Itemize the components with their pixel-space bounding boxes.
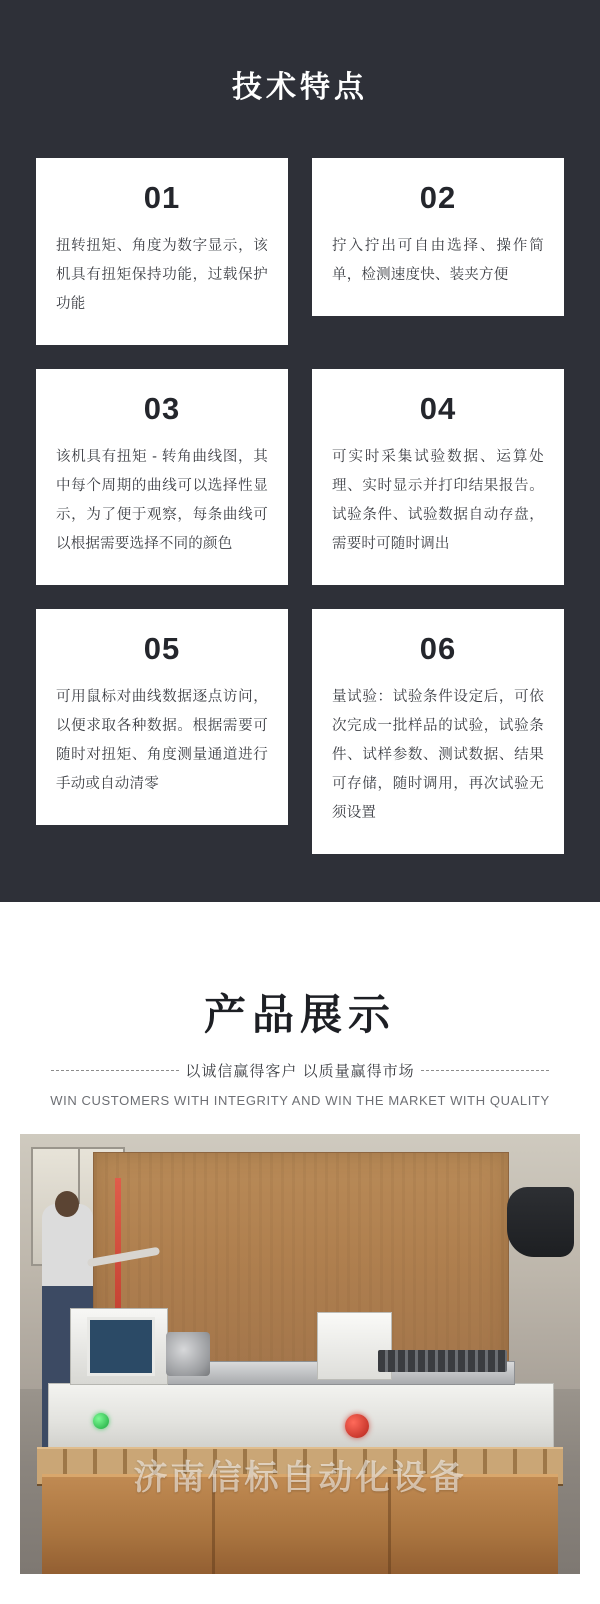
showcase-subtitle-cn: 以诚信赢得客户 以质量赢得市场 [185,1063,415,1080]
showcase-subtitle-row [0,1060,600,1081]
showcase-title: 产品展示 [203,991,396,1038]
feature-number: 04 [419,391,457,426]
divider-right [421,1070,549,1071]
feature-text: 扭转扭矩、角度为数字显示，该机具有扭矩保持功能，过载保护功能 [56,238,268,312]
features-grid [0,158,600,854]
feature-text: 量试验：试验条件设定后，可依次完成一批样品的试验，试验条件、试样参数、测试数据、结果可存储，随时调用，再次试验无须设置 [332,689,544,821]
feature-number: 05 [143,631,181,666]
feature-number: 06 [419,631,457,666]
photo-wooden-crate [42,1474,557,1574]
photo-worker-head [55,1191,79,1217]
feature-card-04 [312,369,564,585]
feature-number: 01 [143,180,181,215]
feature-card-06 [312,609,564,854]
photo-watermark: 济南信标自动化设备 [133,1459,467,1498]
feature-card-05 [36,609,288,825]
machine-chuck [166,1332,211,1376]
feature-card-03 [36,369,288,585]
feature-number: 02 [419,180,457,215]
photo-scene [20,1134,580,1574]
machine-hmi-screen [87,1317,155,1376]
divider-left [51,1070,179,1071]
showcase-subtitle-en: WIN CUSTOMERS WITH INTEGRITY AND WIN THE MARKET WITH QUALITY [50,1093,550,1108]
feature-text: 该机具有扭矩 - 转角曲线图，其中每个周期的曲线可以选择性显示，为了便于观察，每条曲线可以根据需要选择不同的颜色 [56,449,268,552]
machine-base [48,1383,554,1455]
feature-text: 拧入拧出可自由选择、操作简单，检测速度快、装夹方便 [332,238,544,283]
product-photo [20,1134,580,1574]
features-title: 技术特点 [232,71,368,104]
feature-text: 可实时采集试验数据、运算处理、实时显示并打印结果报告。试验条件、试验数据自动存盘，需要时可随时调出 [332,449,544,552]
machine-cable-chain [378,1350,507,1372]
machine-emergency-stop-button [345,1414,369,1438]
feature-number: 03 [143,391,181,426]
feature-card-01 [36,158,288,345]
feature-card-02 [312,158,564,316]
product-showcase-section [0,902,600,1604]
feature-text: 可用鼠标对曲线数据逐点访问，以便求取各种数据。根据需要可随时对扭矩、角度测量通道进行手动或自动清零 [56,689,268,792]
machine-green-button [93,1413,109,1429]
photo-second-worker-hand [507,1187,574,1257]
